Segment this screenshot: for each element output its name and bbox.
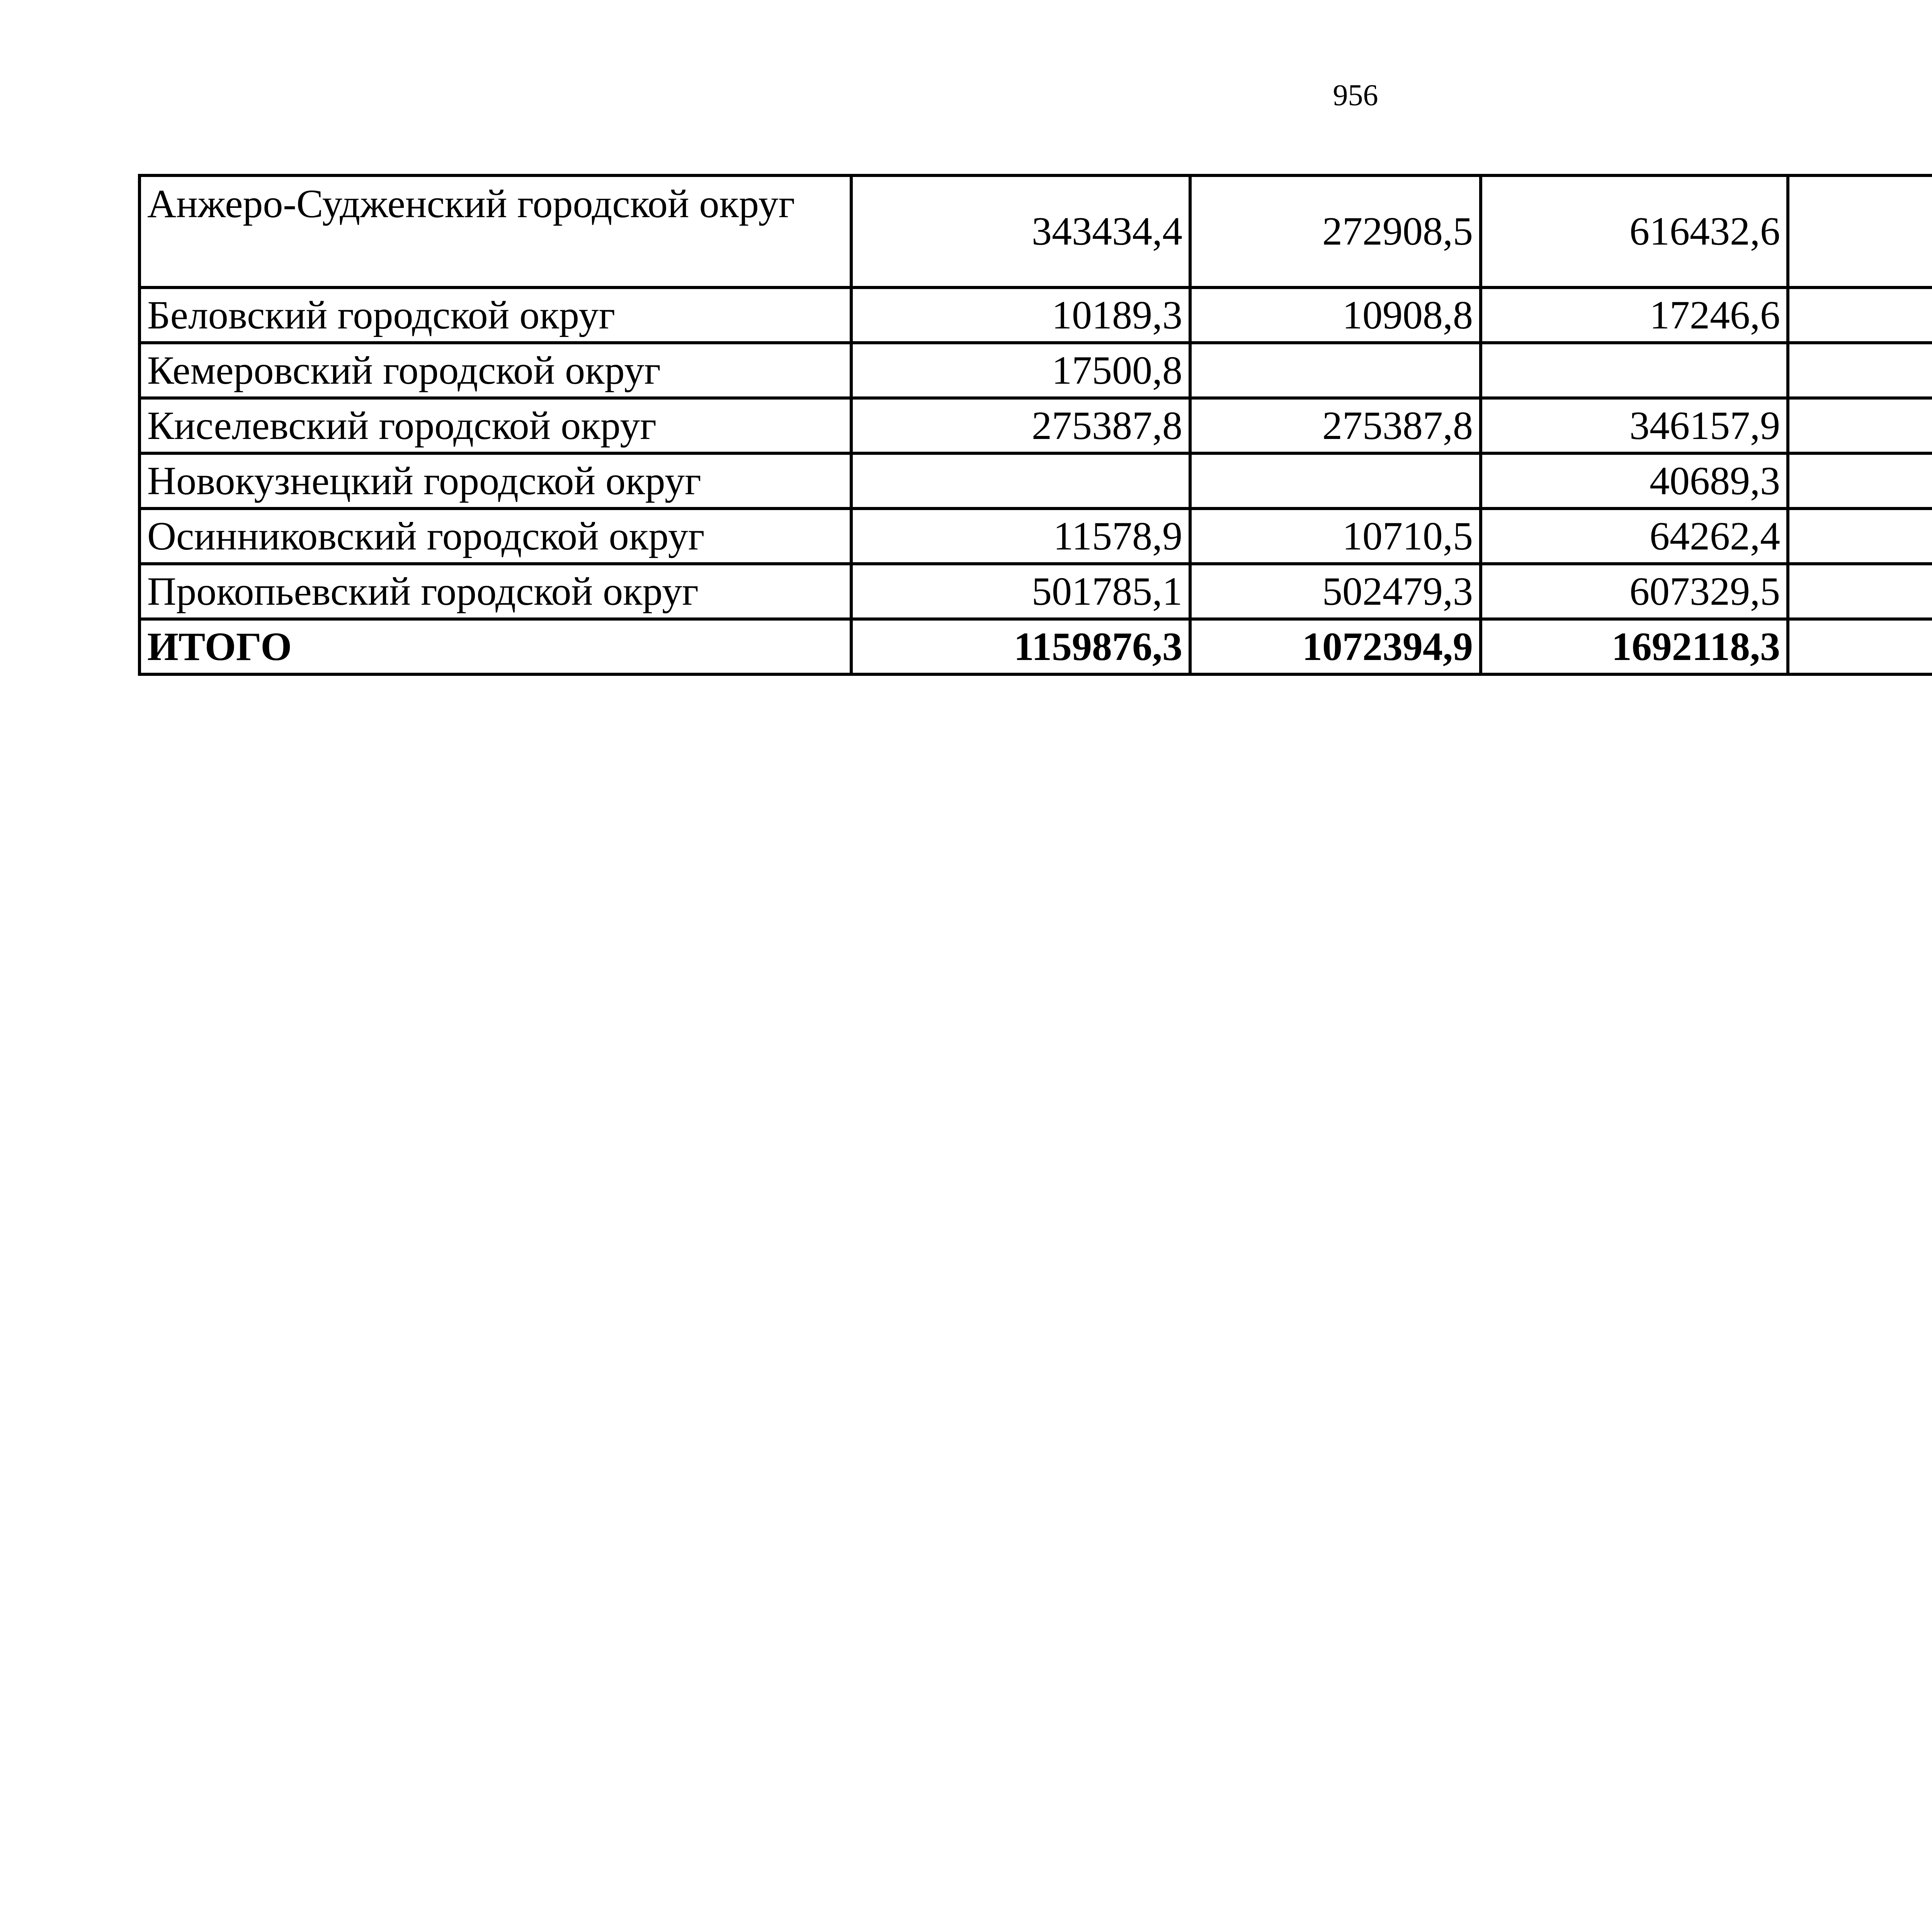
page-number: 956 <box>1333 78 1378 112</box>
value-col-2 <box>1190 453 1481 509</box>
value-col-1: 343434,4 <box>851 175 1190 287</box>
municipality-name: Анжеро-Судженский городской округ <box>139 175 851 287</box>
value-col-1: 17500,8 <box>851 343 1190 398</box>
total-value-col-2: 1072394,9 <box>1190 619 1481 674</box>
total-value-col-3: 1692118,3 <box>1481 619 1788 674</box>
value-col-4 <box>1788 509 1932 564</box>
total-value-col-4 <box>1788 619 1932 674</box>
value-col-1: 11578,9 <box>851 509 1190 564</box>
table-row <box>139 453 1932 509</box>
value-col-2 <box>1190 343 1481 398</box>
value-col-1: 501785,1 <box>851 564 1190 619</box>
table-row <box>139 287 1932 343</box>
value-col-4 <box>1788 453 1932 509</box>
municipality-name: Кемеровский городской округ <box>139 343 851 398</box>
value-col-3: 64262,4 <box>1481 509 1788 564</box>
municipality-name: Осинниковский городской округ <box>139 509 851 564</box>
total-value-col-1: 1159876,3 <box>851 619 1190 674</box>
table-row <box>139 175 1932 287</box>
value-col-3 <box>1481 343 1788 398</box>
value-col-2: 10710,5 <box>1190 509 1481 564</box>
value-col-4 <box>1788 175 1932 287</box>
value-col-2: 275387,8 <box>1190 398 1481 453</box>
value-col-1: 10189,3 <box>851 287 1190 343</box>
value-col-1: 275387,8 <box>851 398 1190 453</box>
value-col-2: 10908,8 <box>1190 287 1481 343</box>
municipality-name: Киселевский городской округ <box>139 398 851 453</box>
value-col-3: 346157,9 <box>1481 398 1788 453</box>
municipality-name: Новокузнецкий городской округ <box>139 453 851 509</box>
value-col-4 <box>1788 564 1932 619</box>
table-row <box>139 398 1932 453</box>
value-col-1 <box>851 453 1190 509</box>
value-col-2: 272908,5 <box>1190 175 1481 287</box>
value-col-4 <box>1788 398 1932 453</box>
table-row <box>139 509 1932 564</box>
table-row <box>139 564 1932 619</box>
value-col-4 <box>1788 343 1932 398</box>
value-col-4 <box>1788 287 1932 343</box>
data-table <box>138 174 1932 676</box>
total-row <box>139 619 1932 674</box>
table-row <box>139 343 1932 398</box>
value-col-3: 40689,3 <box>1481 453 1788 509</box>
value-col-2: 502479,3 <box>1190 564 1481 619</box>
municipality-name: Беловский городской округ <box>139 287 851 343</box>
total-label: ИТОГО <box>139 619 851 674</box>
value-col-3: 607329,5 <box>1481 564 1788 619</box>
value-col-3: 616432,6 <box>1481 175 1788 287</box>
value-col-3: 17246,6 <box>1481 287 1788 343</box>
municipality-name: Прокопьевский городской округ <box>139 564 851 619</box>
